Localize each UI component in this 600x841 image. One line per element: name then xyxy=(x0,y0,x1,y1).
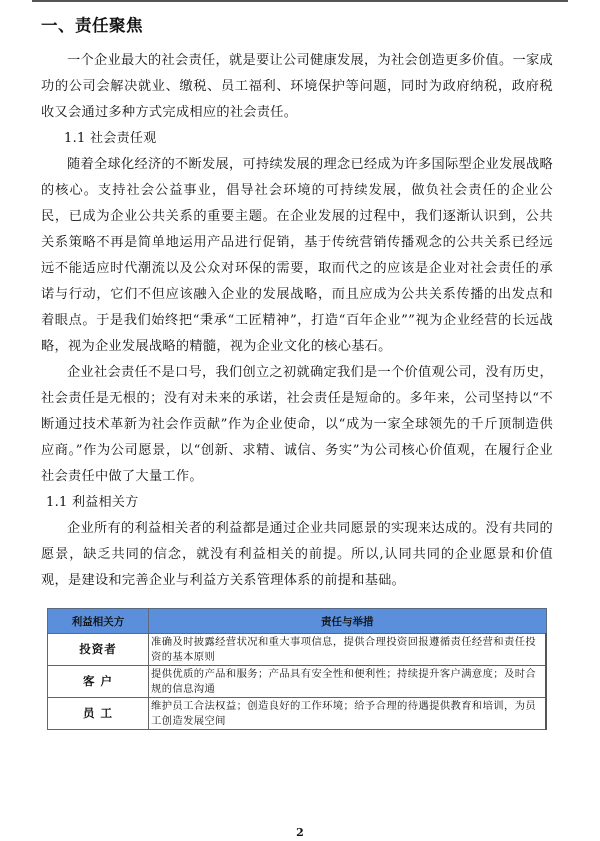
body-paragraph: 随着全球化经济的不断发展，可持续发展的理念已经成为许多国际型企业发展战略的核心。支持社会公益事业，倡导社会环境的可持续发展，做负社会责任的企业公民，已成为企业公共关系的重要主题。在企业发展的过程中，我们逐渐认识到，公共关系策略不再是简单地运用产品进行促销，基于传统营销传播观念的公共关系已经远远不能适应时代潮流以及公众对环保的需要，取而代之的应该是企业对社会责任的承诺与行动，它们不但应该融入企业的发展战略，而且应成为公共关系传播的出发点和着眼点。于是我们始终把“秉承“工匠精神”，打造“百年企业””视为企业经营的长远战略，视为企业发展战略的精髓，视为企业文化的核心基石。 xyxy=(41,157,553,354)
measures-cell: 提供优质的产品和服务；产品具有安全性和便利性；持续提升客户满意度；及时合规的信息沟通 xyxy=(149,666,547,698)
stakeholder-cell: 员 工 xyxy=(48,698,149,730)
subsection-title-social-responsibility: 1.1 社会责任观 xyxy=(64,131,157,146)
table-row xyxy=(48,698,547,730)
table-row xyxy=(48,666,547,698)
subsection-title-stakeholders: 1.1 利益相关方 xyxy=(46,495,139,510)
body-paragraph: 企业所有的利益相关者的利益都是通过企业共同愿景的实现来达成的。没有共同的愿景，缺乏共同的信念，就没有利益相关的前提。所以,认同共同的企业愿景和价值观，是建设和完善企业与利益方关系管理体系的前提和基础。 xyxy=(41,521,553,588)
table-row xyxy=(48,634,547,666)
measures-cell: 维护员工合法权益；创造良好的工作环境；给予合理的待遇提供教育和培训，为员工创造发展空间 xyxy=(149,698,547,730)
header-rule xyxy=(32,0,568,2)
document-page xyxy=(41,8,553,730)
measures-cell: 准确及时披露经营状况和重大事项信息，提供合理投资回报遵循责任经营和责任投资的基本原则 xyxy=(149,634,547,666)
stakeholder-cell: 客 户 xyxy=(48,666,149,698)
stakeholder-cell: 投资者 xyxy=(48,634,149,666)
column-header-stakeholder: 利益相关方 xyxy=(48,609,149,634)
stakeholder-table xyxy=(47,608,547,730)
page-number: 2 xyxy=(296,826,304,839)
intro-paragraph: 一个企业最大的社会责任，就是要让公司健康发展，为社会创造更多价值。一家成功的公司会解决就业、缴税、员工福利、环境保护等问题，同时为政府纳税，政府税收又会通过多种方式完成相应的社会责任。 xyxy=(41,53,553,120)
column-header-measures: 责任与举措 xyxy=(149,609,547,634)
section-title: 一、责任聚焦 xyxy=(41,16,143,35)
body-paragraph: 企业社会责任不是口号，我们创立之初就确定我们是一个价值观公司，没有历史，社会责任是无根的；没有对未来的承诺，社会责任是短命的。多年来，公司坚持以“不断通过技术革新为社会作贡献”作为企业使命，以“成为一家全球领先的千斤顶制造供应商。”作为公司愿景，以“创新、求精、诚信、务实”为公司核心价值观，在履行企业社会责任中做了大量工作。 xyxy=(41,365,553,484)
table-header-row xyxy=(48,609,547,634)
